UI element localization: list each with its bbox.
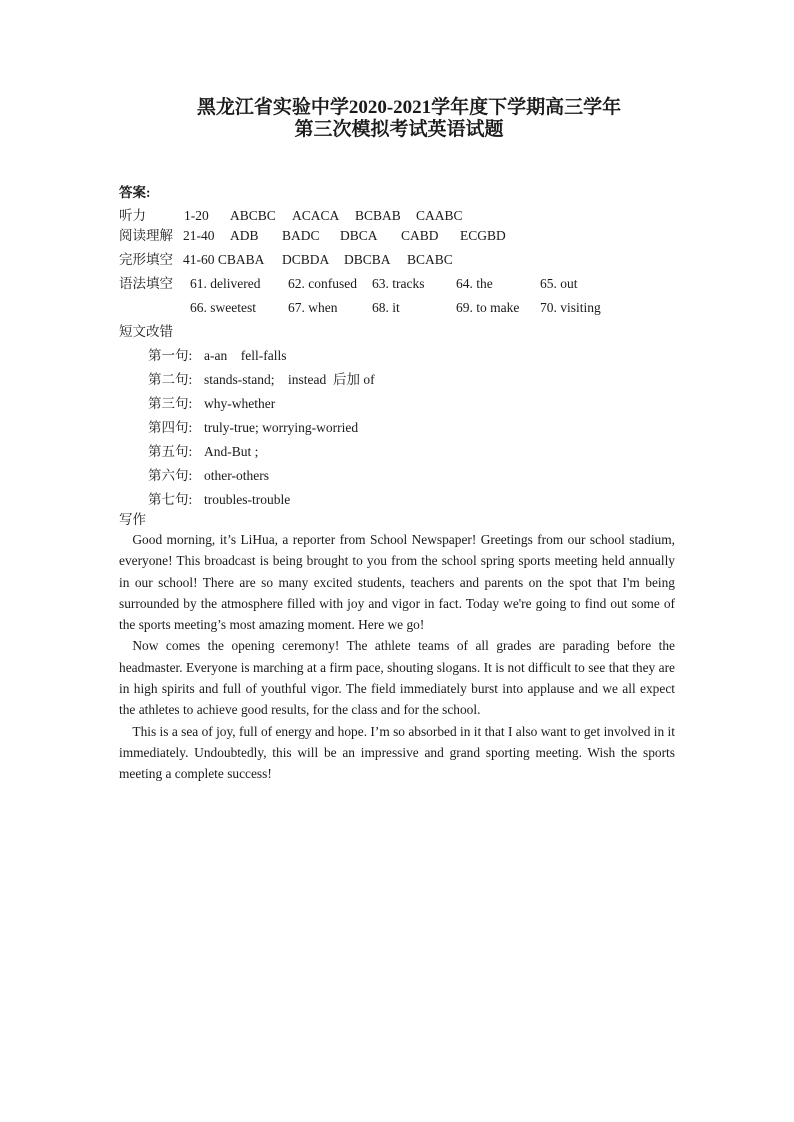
correction-key-7: 第七句:	[148, 492, 193, 507]
listening-range: 1-20	[184, 208, 209, 223]
essay-paragraph-1: Good morning, it’s LiHua, a reporter from School Newspaper! Greetings from our school stadium, everyone! This broadcast is being brought to you from the school spring sports meeting held annually in our school! There are so many excited students, teachers and parents on the spot that I'm being surrounded by the atmosphere filled with joy and vigor in fact. Today we're going to find out some of the sports meeting’s most amazing moment. Here we go!	[119, 532, 675, 633]
correction-label: 短文改错	[119, 324, 173, 339]
reading-range: 21-40	[183, 228, 215, 243]
grammar-item-69: 69. to make	[456, 300, 520, 315]
reading-label: 阅读理解	[119, 228, 173, 243]
correction-key-4: 第四句:	[148, 420, 193, 435]
correction-value-1: a-an fell-falls	[204, 348, 287, 363]
grammar-item-61: 61. delivered	[190, 276, 261, 291]
grammar-item-63: 63. tracks	[372, 276, 425, 291]
title-line-1: 黑龙江省实验中学2020-2021学年度下学期高三学年	[196, 97, 622, 118]
grammar-item-68: 68. it	[372, 300, 400, 315]
listening-group-1: ABCBC	[230, 208, 276, 223]
listening-group-4: CAABC	[416, 208, 463, 223]
cloze-label: 完形填空	[119, 252, 173, 267]
listening-group-3: BCBAB	[355, 208, 401, 223]
correction-value-2: stands-stand; instead 后加 of	[204, 372, 375, 387]
writing-essay	[119, 529, 675, 785]
reading-group-2: BADC	[282, 228, 320, 243]
correction-key-2: 第二句:	[148, 372, 193, 387]
reading-group-1: ADB	[230, 228, 259, 243]
correction-value-6: other-others	[204, 468, 269, 483]
grammar-label: 语法填空	[119, 276, 173, 291]
correction-value-5: And-But ;	[204, 444, 259, 459]
essay-paragraph-3: This is a sea of joy, full of energy and hope. I’m so absorbed in it that I also want to get involved in it immediately. Undoubtedly, this will be an impressive and grand sporting meeting. Wish the sports meeting a complete success!	[119, 723, 675, 782]
reading-group-3: DBCA	[340, 228, 378, 243]
correction-value-7: troubles-trouble	[204, 492, 291, 507]
listening-group-2: ACACA	[292, 208, 340, 223]
reading-group-5: ECGBD	[460, 228, 506, 243]
grammar-item-66: 66. sweetest	[190, 300, 256, 315]
reading-group-4: CABD	[401, 228, 439, 243]
answers-label: 答案:	[119, 185, 151, 200]
listening-label: 听力	[119, 208, 146, 223]
cloze-group-2: DCBDA	[282, 252, 330, 267]
grammar-item-65: 65. out	[540, 276, 578, 291]
title-line-2: 第三次模拟考试英语试题	[294, 119, 504, 140]
grammar-item-67: 67. when	[288, 300, 338, 315]
cloze-range: 41-60 CBABA	[183, 252, 265, 267]
correction-key-6: 第六句:	[148, 468, 193, 483]
correction-key-5: 第五句:	[148, 444, 193, 459]
cloze-group-4: BCABC	[407, 252, 453, 267]
correction-value-4: truly-true; worrying-worried	[204, 420, 359, 435]
correction-key-3: 第三句:	[148, 396, 193, 411]
grammar-item-62: 62. confused	[288, 276, 357, 291]
cloze-group-3: DBCBA	[344, 252, 391, 267]
correction-key-1: 第一句:	[148, 348, 193, 363]
writing-label: 写作	[119, 512, 146, 527]
correction-value-3: why-whether	[204, 396, 276, 411]
essay-paragraph-2: Now comes the opening ceremony! The athlete teams of all grades are parading before the headmaster. Everyone is marching at a firm pace, shouting slogans. It is not difficult to see that they are in high spirits and full of youthful vigor. The field immediately burst into applause and we all expect the athletes to achieve good results, for the class and for the school.	[119, 638, 675, 718]
grammar-item-70: 70. visiting	[540, 300, 601, 315]
grammar-item-64: 64. the	[456, 276, 493, 291]
